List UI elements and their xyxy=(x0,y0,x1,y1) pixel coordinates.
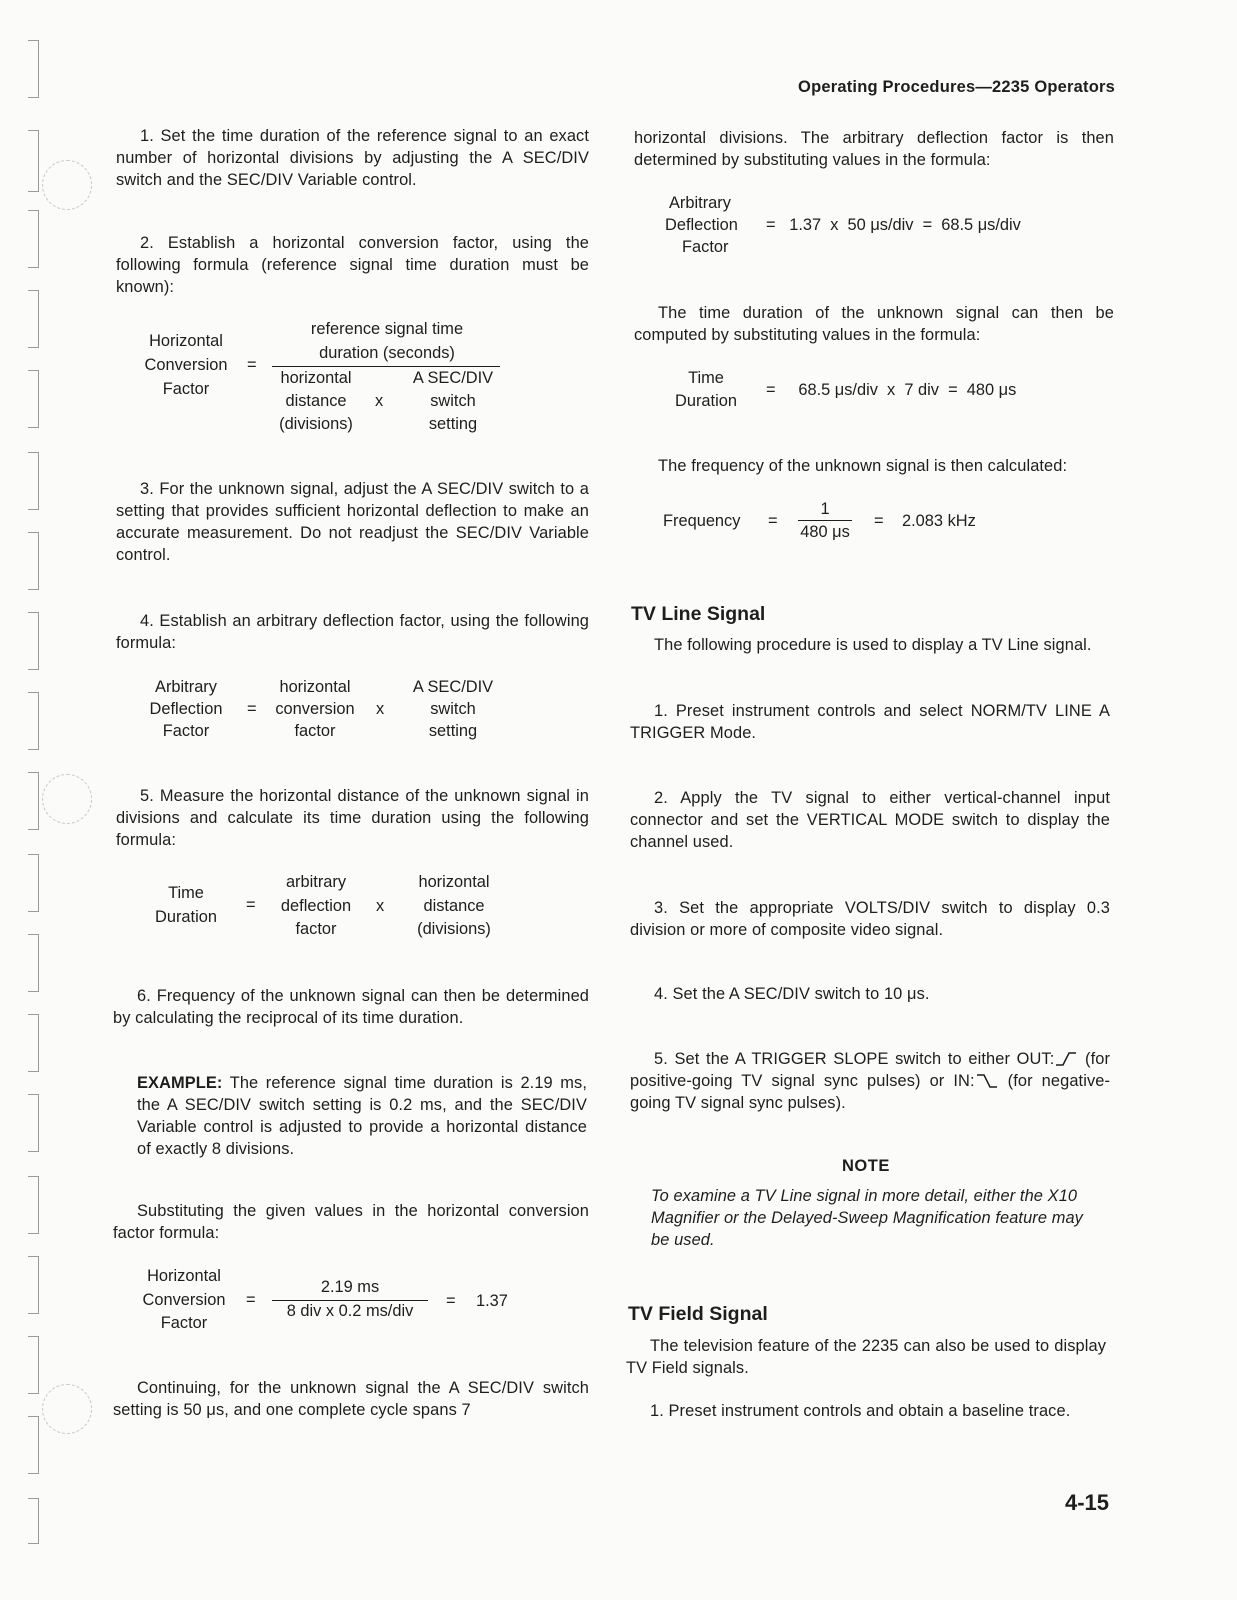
binding-mark xyxy=(28,1176,39,1234)
formula-denominator: horizontal xyxy=(280,369,352,387)
formula-lhs: Frequency xyxy=(663,512,741,530)
formula-term: factor xyxy=(295,920,337,938)
formula-numerator: 2.19 ms xyxy=(320,1278,380,1296)
formula-term: arbitrary xyxy=(285,873,347,891)
binding-mark xyxy=(28,210,39,268)
binding-mark xyxy=(28,1094,39,1152)
formula-term: A SEC/DIV xyxy=(412,678,494,696)
time-duration-text: The time duration of the unknown signal can then be computed by substituting values in the formula: xyxy=(634,304,1114,344)
formula-numerator: reference signal time xyxy=(310,320,464,338)
equals-sign: = xyxy=(246,1291,256,1309)
times-sign: x xyxy=(375,392,384,410)
formula-lhs: Arbitrary xyxy=(669,194,731,212)
formula-term: distance xyxy=(423,897,485,915)
formula-lhs: Factor xyxy=(162,722,210,740)
formula-lhs: Time xyxy=(688,369,724,387)
negative-slope-icon xyxy=(975,1073,999,1089)
tv-line-step-2: 2. Apply the TV signal to either vertical-channel input connector and set the VERTICAL MODE switch to display the channel used. xyxy=(630,789,1110,851)
formula-lhs: Factor xyxy=(160,1314,208,1332)
tv-line-step-3: 3. Set the appropriate VOLTS/DIV switch to display 0.3 division or more of composite video signal. xyxy=(630,899,1110,939)
binding-mark xyxy=(28,532,39,590)
step-5-part: (for positive-going TV signal sync pulses) or IN: xyxy=(630,1050,1110,1090)
formula-denominator: 8 div x 0.2 ms/div xyxy=(286,1302,414,1320)
formula-numerator: 1 xyxy=(820,500,830,518)
continued-text: horizontal divisions. The arbitrary deflection factor is then determined by substituting values in the formula: xyxy=(634,129,1114,169)
binding-mark xyxy=(28,854,39,912)
formula-lhs: Horizontal xyxy=(149,332,223,350)
binding-mark xyxy=(28,1014,39,1072)
formula-term: conversion xyxy=(275,700,355,718)
equals-sign: = xyxy=(768,512,778,530)
formula-expression: = 1.37 x 50 μs/div = 68.5 μs/div xyxy=(766,216,1021,234)
section-heading-tv-line: TV Line Signal xyxy=(631,603,766,625)
step-1-text: 1. Set the time duration of the reference signal to an exact number of horizontal divisions by adjusting the A SEC/DIV switch and the SEC/DIV Variable control. xyxy=(116,127,589,189)
continuing-text: Continuing, for the unknown signal the A SEC/DIV switch setting is 50 μs, and one complete cycle spans 7 xyxy=(113,1379,589,1419)
tv-line-step-5 xyxy=(630,1048,1110,1114)
formula-result: 2.083 kHz xyxy=(902,512,976,530)
formula-lhs: Conversion xyxy=(142,1291,226,1309)
equals-sign: = xyxy=(246,896,256,914)
step-4-text: 4. Establish an arbitrary deflection factor, using the following formula: xyxy=(116,612,589,652)
formula-expression: = 68.5 μs/div x 7 div = 480 μs xyxy=(766,381,1017,399)
binding-mark xyxy=(28,1256,39,1314)
formula-lhs: Deflection xyxy=(149,700,223,718)
example-paragraph xyxy=(137,1072,587,1160)
punch-hole xyxy=(42,160,92,210)
times-sign: x xyxy=(376,897,385,915)
positive-slope-icon xyxy=(1054,1051,1078,1067)
formula-lhs: Conversion xyxy=(144,356,228,374)
binding-mark xyxy=(28,934,39,992)
equals-sign: = xyxy=(247,700,257,718)
binding-mark xyxy=(28,130,39,192)
formula-term: horizontal xyxy=(418,873,490,891)
formula-term: setting xyxy=(428,722,478,740)
binding-mark xyxy=(28,370,39,428)
binding-mark xyxy=(28,612,39,670)
step-5-part: 5. Set the A TRIGGER SLOPE switch to either OUT: xyxy=(654,1050,1055,1068)
equals-sign: = xyxy=(247,356,257,374)
page-number: 4-15 xyxy=(1064,1490,1109,1515)
formula-denominator: A SEC/DIV xyxy=(412,369,494,387)
step-5-part: (for negative-going TV signal sync pulses). xyxy=(630,1072,1111,1112)
binding-mark xyxy=(28,1416,39,1474)
formula-term: horizontal xyxy=(279,678,351,696)
step-3-text: 3. For the unknown signal, adjust the A SEC/DIV switch to a setting that provides sufficient horizontal deflection to make an accurate measurement. Do not readjust the SEC/DIV Variable control. xyxy=(116,480,589,564)
formula-lhs: Factor xyxy=(682,238,729,256)
formula-lhs: Time xyxy=(168,884,204,902)
formula-denominator: setting xyxy=(428,415,478,433)
punch-hole xyxy=(42,1384,92,1434)
formula-term: factor xyxy=(294,722,336,740)
equals-sign: = xyxy=(874,512,884,530)
binding-mark xyxy=(28,772,39,830)
formula-denominator: 480 μs xyxy=(800,523,850,541)
frequency-text: The frequency of the unknown signal is then calculated: xyxy=(658,457,1068,475)
tv-field-intro: The television feature of the 2235 can also be used to display TV Field signals. xyxy=(626,1337,1106,1377)
formula-lhs: Arbitrary xyxy=(155,678,217,696)
formula-denominator: switch xyxy=(430,392,476,410)
times-sign: x xyxy=(376,700,385,718)
note-text: To examine a TV Line signal in more detail, either the X10 Magnifier or the Delayed-Sweep Magnification feature may be used. xyxy=(651,1187,1083,1249)
formula-lhs: Factor xyxy=(162,380,210,398)
example-text: The reference signal time duration is 2.19 ms, the A SEC/DIV switch setting is 0.2 ms, and the SEC/DIV Variable control is adjusted to provide a horizontal distance of exactly 8 divisions. xyxy=(137,1074,587,1158)
formula-term: switch xyxy=(430,700,476,718)
step-6-text: 6. Frequency of the unknown signal can then be determined by calculating the reciprocal of its time duration. xyxy=(113,987,589,1027)
binding-mark xyxy=(28,692,39,750)
binding-mark xyxy=(28,40,39,98)
punch-hole xyxy=(42,774,92,824)
formula-term: deflection xyxy=(280,897,352,915)
substituting-text: Substituting the given values in the horizontal conversion factor formula: xyxy=(113,1202,589,1242)
binding-mark xyxy=(28,452,39,510)
formula-lhs: Duration xyxy=(155,908,217,926)
example-label: EXAMPLE: xyxy=(137,1074,223,1092)
formula-numerator: duration (seconds) xyxy=(319,344,455,362)
tv-field-step-1: 1. Preset instrument controls and obtain a baseline trace. xyxy=(650,1402,1071,1420)
formula-denominator: (divisions) xyxy=(279,415,353,433)
binding-mark xyxy=(28,290,39,348)
formula-lhs: Duration xyxy=(675,392,737,410)
step-2-text: 2. Establish a horizontal conversion factor, using the following formula (reference signal time duration must be known): xyxy=(116,234,589,296)
section-heading-tv-field: TV Field Signal xyxy=(628,1303,768,1325)
binding-mark xyxy=(28,1498,39,1544)
formula-denominator: distance xyxy=(285,392,347,410)
equals-sign: = xyxy=(446,1292,456,1310)
running-header: Operating Procedures—2235 Operators xyxy=(798,78,1115,96)
formula-lhs: Horizontal xyxy=(147,1267,221,1285)
binding-mark xyxy=(28,1336,39,1394)
step-5-text: 5. Measure the horizontal distance of the unknown signal in divisions and calculate its time duration using the following formula: xyxy=(116,787,589,849)
tv-line-step-1: 1. Preset instrument controls and select NORM/TV LINE A TRIGGER Mode. xyxy=(630,702,1110,742)
tv-line-step-4: 4. Set the A SEC/DIV switch to 10 μs. xyxy=(654,985,930,1003)
tv-line-intro: The following procedure is used to display a TV Line signal. xyxy=(654,636,1092,654)
formula-result: 1.37 xyxy=(476,1292,508,1310)
formula-term: (divisions) xyxy=(417,920,491,938)
formula-lhs: Deflection xyxy=(665,216,738,234)
note-title: NOTE xyxy=(842,1157,890,1175)
